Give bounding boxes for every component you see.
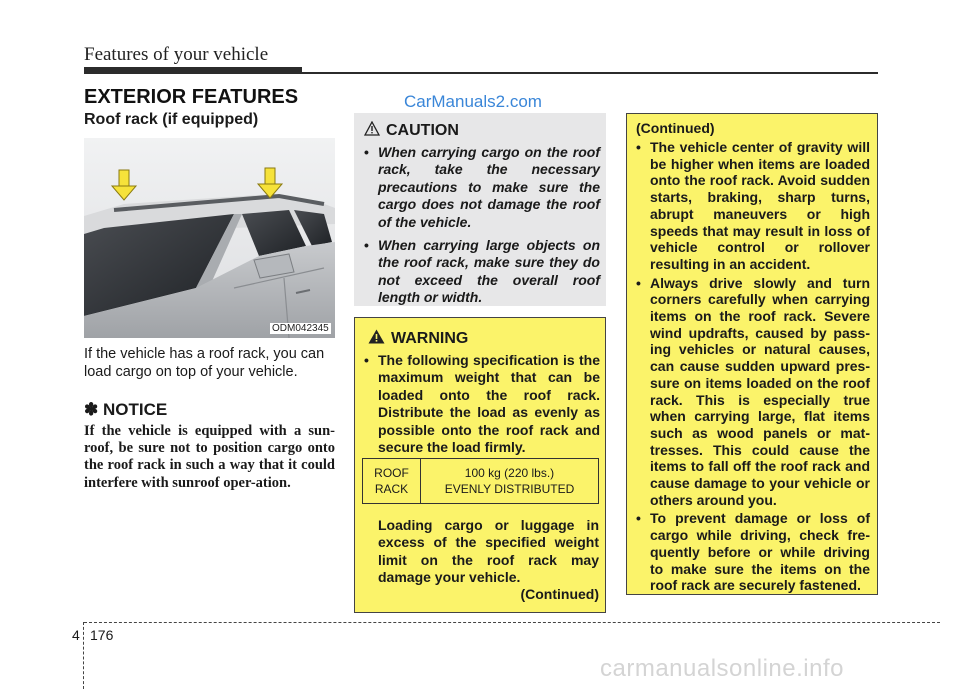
spec-value-line: 100 kg (220 lbs.) — [464, 466, 555, 480]
footer-vertical-divider — [83, 622, 84, 689]
footer-watermark: carmanualsonline.info — [600, 655, 844, 682]
watermark-link[interactable]: CarManuals2.com — [404, 92, 542, 111]
warning-title: WARNING — [391, 330, 469, 347]
intro-paragraph: If the vehicle has a roof rack, you can load cargo on top of your vehicle. — [84, 346, 325, 380]
notice-body: If the vehicle is equipped with a sun-roof, be sure not to position cargo onto the roof rack in such a way that it could interfere with sunroof oper-ation. — [84, 423, 335, 491]
caution-item: • When carrying cargo on the roof rack, take the necessary precautions to make sure the cargo does not damage the roof of the vehicle. — [364, 144, 600, 231]
continued-list — [636, 139, 870, 596]
page-number: 176 — [90, 627, 114, 643]
warning-item: • The following specification is the maximum weight that can be loaded onto the roof rack. Distribute the load as evenly as possible onto the roof rack and secure the load firmly. — [364, 352, 600, 456]
spec-label-line: RACK — [374, 482, 409, 496]
chapter-number: 4 — [72, 627, 80, 643]
continued-item: • Always drive slowly and turn corners carefully when carrying items on the roof rack. Severe wind updrafts, caused by pass-ing vehicles or natural causes, can cause sudden upward pres-sure on items loaded on the roof rack. This is especially true when carrying large, flat items such as wood panels or mat-tresses. This could cause the items to fall off the roof rack and cause damage to your vehicle or others around you. — [636, 275, 870, 509]
spec-label-line: ROOF — [374, 466, 409, 480]
car-roof-illustration — [84, 138, 335, 338]
spec-table — [362, 458, 599, 504]
caution-list — [364, 144, 600, 313]
continued-item: • The vehicle center of gravity will be higher when items are loaded onto the roof rack. Avoid sudden starts, braking, sharp turns, abrupt maneuvers or high speeds that may result in loss of vehicle control or rollover resulting in an accident. — [636, 139, 870, 273]
roof-rack-photo — [84, 138, 335, 338]
warning-heading — [368, 329, 468, 348]
section-title: EXTERIOR FEATURES — [84, 86, 299, 108]
subtitle-roof-rack: Roof rack (if equipped) — [84, 111, 259, 128]
photo-code: ODM042345 — [272, 323, 329, 334]
continued-item: • To prevent damage or loss of cargo while driving, check fre-quently before or while driving to make sure the items on the roof rack are securely fastened. — [636, 510, 870, 594]
warning-list — [364, 352, 600, 456]
warning-triangle-icon — [368, 329, 385, 344]
spec-label-cell — [363, 459, 421, 503]
spec-value-line: EVENLY DISTRIBUTED — [444, 482, 575, 496]
caution-heading — [364, 121, 459, 140]
header-divider — [84, 72, 878, 74]
caution-item: • When carrying large objects on the roof rack, make sure they do not exceed the overall roof length or width. — [364, 237, 600, 307]
warning-continued: (Continued) — [520, 586, 599, 602]
page-header-title: Features of your vehicle — [84, 44, 269, 65]
notice-title: ✽ NOTICE — [84, 400, 168, 419]
footer-divider — [84, 622, 940, 623]
warning-extra-text: Loading cargo or luggage in excess of the specified weight limit on the roof rack may damage your vehicle. — [378, 517, 599, 586]
caution-title: CAUTION — [386, 122, 459, 139]
caution-triangle-icon — [364, 121, 380, 136]
continued-heading: (Continued) — [636, 120, 715, 136]
spec-value-cell — [421, 459, 598, 503]
